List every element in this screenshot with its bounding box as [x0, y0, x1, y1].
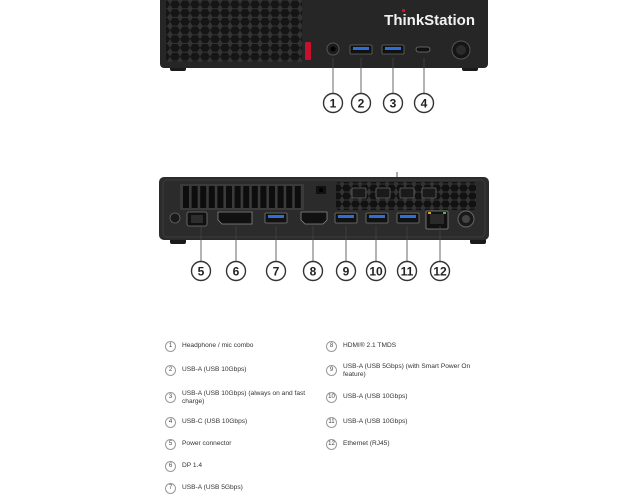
legend-number: 4	[165, 417, 176, 428]
callout-number-8: 8	[309, 264, 317, 279]
legend-number: 12	[326, 439, 337, 450]
legend-number: 5	[165, 439, 176, 450]
rear-round-jack	[170, 213, 180, 223]
legend-label: USB-A (USB 10Gbps)	[182, 366, 247, 373]
callout-number-4: 4	[420, 96, 428, 111]
callout-number-6: 6	[232, 264, 240, 279]
callout-number-1: 1	[329, 96, 337, 111]
callout-number-12: 12	[433, 264, 447, 279]
legend-label: DP 1.4	[182, 462, 203, 469]
callout-number-9: 9	[342, 264, 350, 279]
legend-label: USB-A (USB 10Gbps)	[343, 418, 408, 425]
callout-number-10: 10	[369, 264, 383, 279]
legend-number: 10	[326, 392, 337, 403]
displayport	[218, 212, 252, 224]
legend-label: HDMI® 2.1 TMDS	[343, 342, 397, 349]
legend-number: 1	[165, 341, 176, 352]
rear-slot-vent	[180, 184, 304, 210]
legend-number: 7	[165, 483, 176, 494]
legend-number: 11	[326, 417, 337, 428]
front-red-accent	[305, 42, 311, 60]
callout-number-3: 3	[389, 96, 397, 111]
callout-number-7: 7	[272, 264, 280, 279]
legend-label: Power connector	[182, 440, 232, 447]
legend-label: Headphone / mic combo	[182, 342, 254, 349]
brand-logo: ThinkStation	[384, 12, 475, 29]
legend-number: 2	[165, 365, 176, 376]
legend-number: 8	[326, 341, 337, 352]
legend-label: USB-A (USB 10Gbps)	[343, 393, 408, 400]
legend-label: USB-A (USB 5Gbps)	[182, 484, 243, 491]
front-usb-c	[416, 47, 430, 52]
legend-number: 9	[326, 365, 337, 376]
front-view	[160, 0, 488, 71]
legend-label: USB-A (USB 10Gbps) (always on and fast charge)	[182, 389, 306, 405]
legend-label: Ethernet (RJ45)	[343, 440, 390, 447]
legend-number: 3	[165, 392, 176, 403]
callout-number-11: 11	[400, 264, 414, 279]
legend-label: USB-C (USB 10Gbps)	[182, 418, 248, 425]
legend-label: USB-A (USB 5Gbps) (with Smart Power On feature)	[343, 362, 471, 378]
rear-view	[159, 172, 489, 244]
legend-number: 6	[165, 461, 176, 472]
callout-number-2: 2	[357, 96, 365, 111]
hdmi-port	[301, 212, 327, 224]
callout-number-5: 5	[197, 264, 205, 279]
